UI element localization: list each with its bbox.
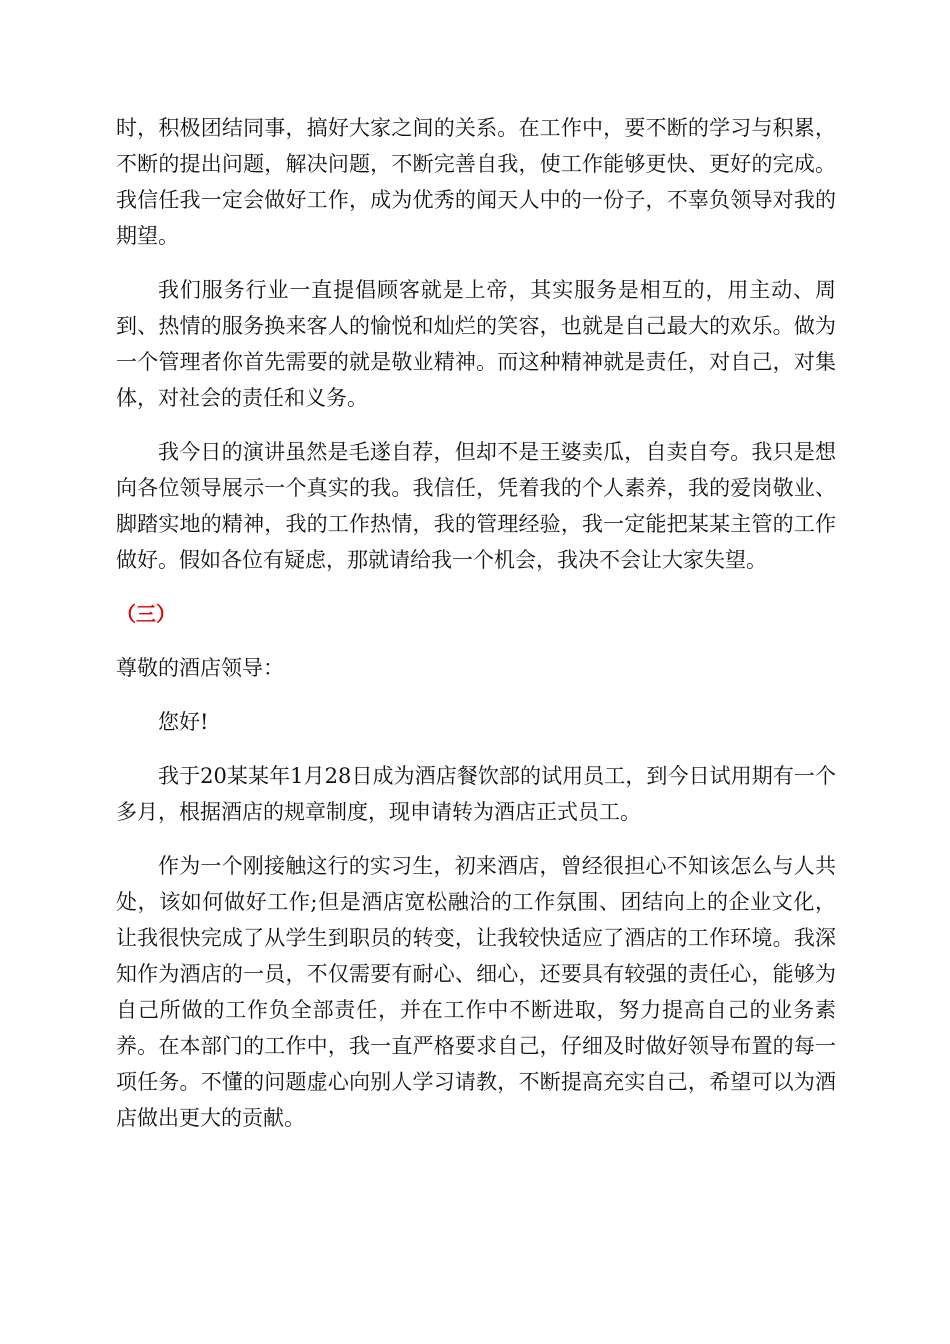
greeting: 您好! bbox=[158, 710, 209, 734]
document-page bbox=[116, 110, 836, 1154]
paragraph-speech: 我今日的演讲虽然是毛遂自荐，但却不是王婆卖瓜，自卖自夸。我只是想向各位领导展示一个真实的我。我信任，凭着我的个人素养，我的爱岗敬业、脚踏实地的精神，我的工作热情，我的管理经验，我一定能把某某主管的工作做好。假如各位有疑虑，那就请给我一个机会，我决不会让大家失望。 bbox=[116, 440, 836, 572]
section-heading: （三） bbox=[116, 602, 176, 626]
paragraph-application: 我于20某某年1月28日成为酒店餐饮部的试用员工，到今日试用期有一个多月，根据酒店的规章制度，现申请转为酒店正式员工。 bbox=[116, 764, 836, 824]
salutation: 尊敬的酒店领导： bbox=[116, 656, 284, 680]
paragraph-continuation: 时，积极团结同事，搞好大家之间的关系。在工作中，要不断的学习与积累，不断的提出问题，解决问题，不断完善自我，使工作能够更快、更好的完成。我信任我一定会做好工作，成为优秀的闻天人中的一份子，不辜负领导对我的期望。 bbox=[116, 116, 836, 248]
paragraph-service: 我们服务行业一直提倡顾客就是上帝，其实服务是相互的，用主动、周到、热情的服务换来客人的愉悦和灿烂的笑容，也就是自己最大的欢乐。做为一个管理者你首先需要的就是敬业精神。而这种精神就是责任，对自己，对集体，对社会的责任和义务。 bbox=[116, 278, 836, 410]
paragraph-experience: 作为一个刚接触这行的实习生，初来酒店，曾经很担心不知该怎么与人共处，该如何做好工作;但是酒店宽松融洽的工作氛围、团结向上的企业文化，让我很快完成了从学生到职员的转变，让我较快适应了酒店的工作环境。我深知作为酒店的一员，不仅需要有耐心、细心，还要具有较强的责任心，能够为自己所做的工作负全部责任，并在工作中不断进取，努力提高自己的业务素养。在本部门的工作中，我一直严格要求自己，仔细及时做好领导布置的每一项任务。不懂的问题虚心向别人学习请教，不断提高充实自己，希望可以为酒店做出更大的贡献。 bbox=[116, 854, 836, 1130]
